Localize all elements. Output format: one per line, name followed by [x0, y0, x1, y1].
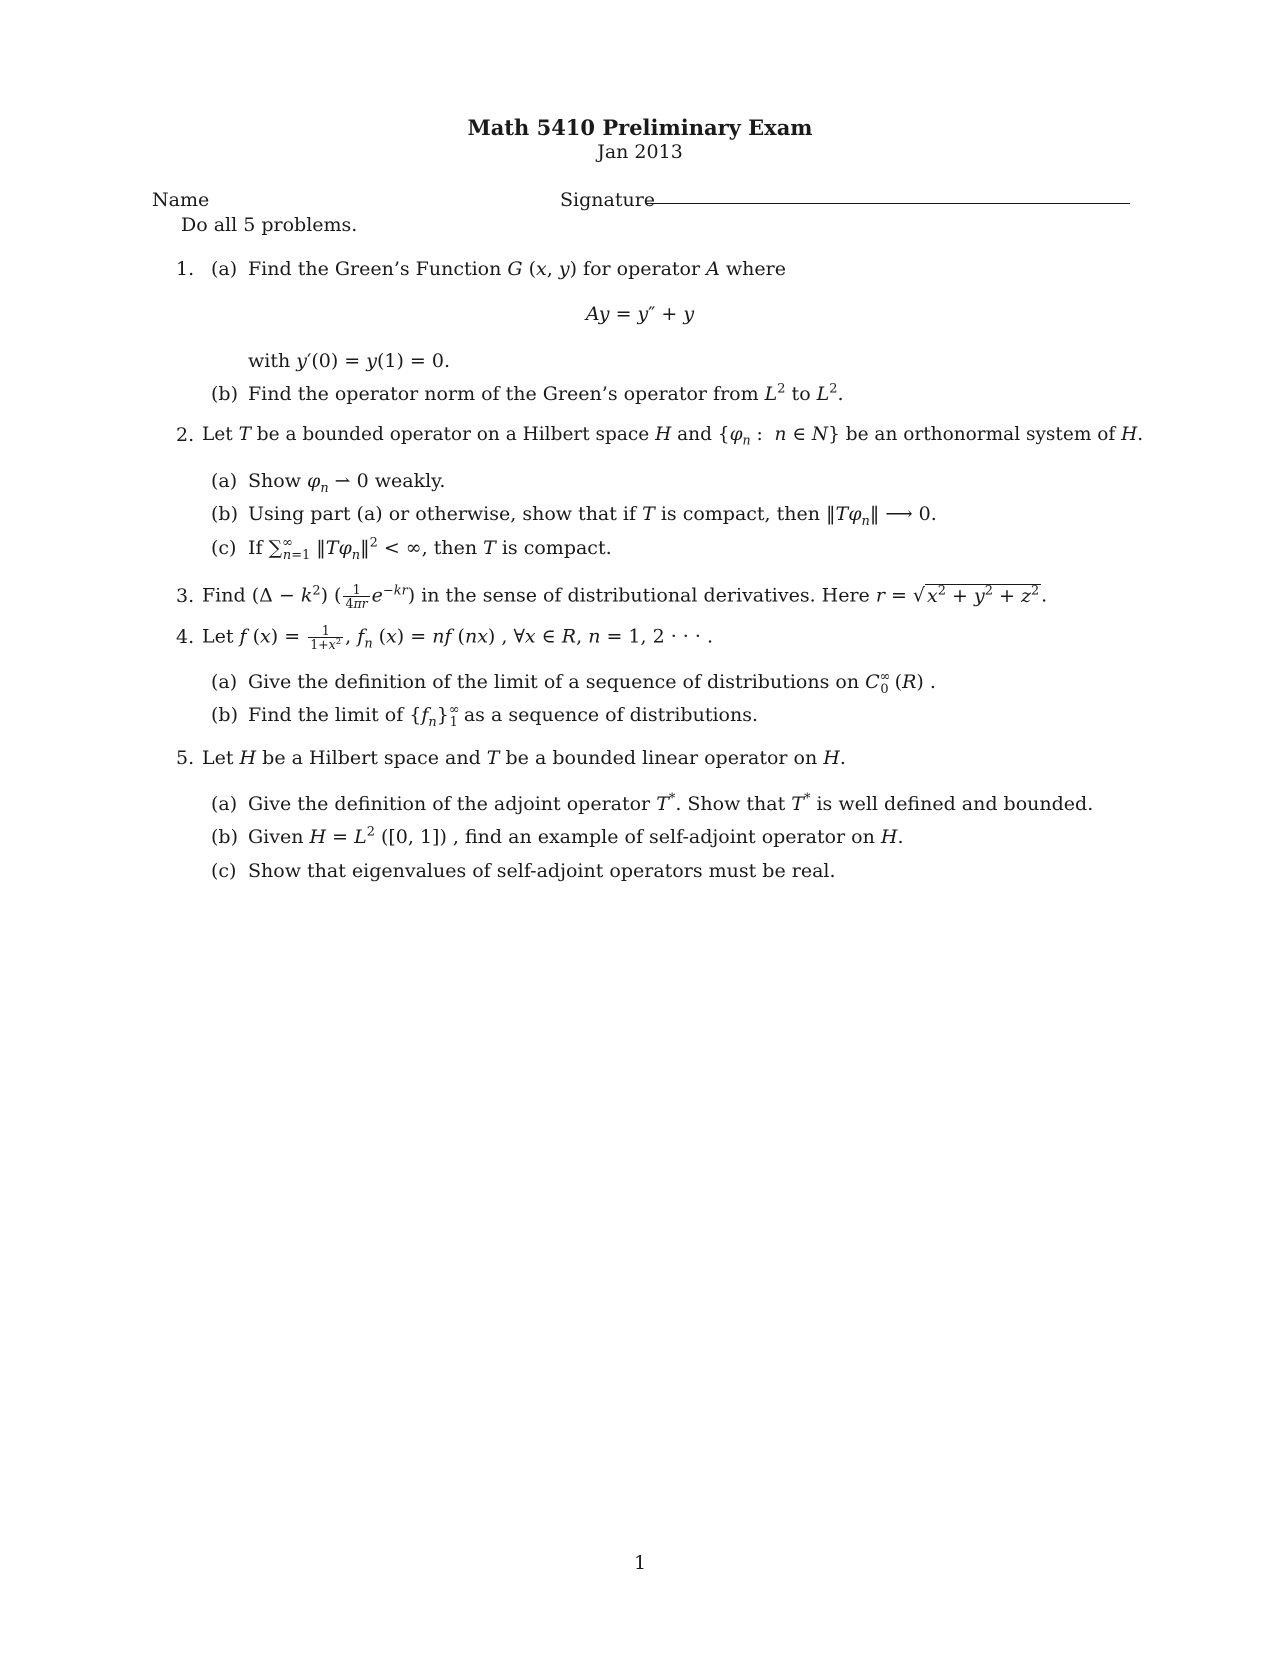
problem-4a-text: Give the definition of the limit of a sequence of distributions on $C^\infty_0$ (R) .: [248, 669, 936, 697]
problem-5b-label: (b): [211, 826, 238, 848]
problem-2a-label: (a): [211, 470, 238, 492]
problem-5-number: 5.: [176, 747, 195, 769]
problem-2b-label: (b): [211, 503, 238, 525]
problem-4-text: Let f (x) = $\frac{1}{1+x^2}$ , $f_n$ (x) = nf (nx) , ∀x ∈ R, n = 1, 2 · · · .: [202, 623, 714, 653]
problem-1a-condition: with y′(0) = y(1) = 0.: [248, 350, 451, 372]
problem-1a-text: Find the Green’s Function G (x, y) for operator A where: [248, 258, 786, 280]
problem-5b-text: Given $H = L^2$ ([0, 1]) , find an example of self-adjoint operator on H.: [248, 824, 904, 848]
exam-date: Jan 2013: [597, 141, 683, 163]
problem-5c-label: (c): [211, 860, 237, 882]
problem-2-text: Let T be a bounded operator on a Hilbert space H and {$\varphi_n$ : n ∈ N} be an orthonormal system of H.: [202, 424, 1144, 448]
problem-3-number: 3.: [176, 585, 195, 607]
problem-5a-text: Give the definition of the adjoint operator T*. Show that T* is well defined and bounded.: [248, 791, 1094, 815]
instructions: Do all 5 problems.: [181, 214, 358, 236]
page-number: 1: [633, 1552, 647, 1574]
exam-title: Math 5410 Preliminary Exam: [467, 115, 813, 140]
problem-2b-text: Using part (a) or otherwise, show that if T is compact, then $‖T\varphi_n‖$ ⟶ 0.: [248, 503, 937, 529]
name-label: Name: [152, 189, 210, 211]
signature-line: [647, 203, 1130, 204]
problem-2c-text: If $\sum^\infty_{n=1}$ $‖T\varphi_n‖^2$ < ∞, then T is compact.: [248, 535, 612, 563]
problem-2-number: 2.: [176, 424, 195, 446]
problem-1-equation: Ay = y″ + y: [585, 303, 695, 325]
problem-2a-text: Show $\varphi_n$ ⇀ 0 weakly.: [248, 470, 446, 496]
problem-2c-label: (c): [211, 537, 237, 559]
problem-4b-label: (b): [211, 704, 238, 726]
problem-5a-label: (a): [211, 793, 238, 815]
problem-1a-label: (a): [211, 258, 238, 280]
problem-3-text: Find $(\Delta - k^2)$ ( $\frac{1}{4\pi r}$ $e^{-kr}$) in the sense of distributional derivatives. Here r = √ $x^2 + y^2 + z^2$ .: [202, 582, 1048, 612]
problem-1b-text: Find the operator norm of the Green’s operator from $L^2$ to $L^2$.: [248, 381, 844, 405]
problem-4a-label: (a): [211, 671, 238, 693]
problem-4-number: 4.: [176, 626, 195, 648]
problem-1-number: 1.: [176, 258, 195, 280]
signature-label: Signature: [560, 189, 656, 211]
problem-4b-text: Find the limit of $\{f_n\}^\infty_1$ as a sequence of distributions.: [248, 702, 759, 730]
problem-5-text: Let H be a Hilbert space and T be a bounded linear operator on H.: [202, 747, 846, 769]
problem-5c-text: Show that eigenvalues of self-adjoint operators must be real.: [248, 860, 836, 882]
problem-1b-label: (b): [211, 383, 238, 405]
